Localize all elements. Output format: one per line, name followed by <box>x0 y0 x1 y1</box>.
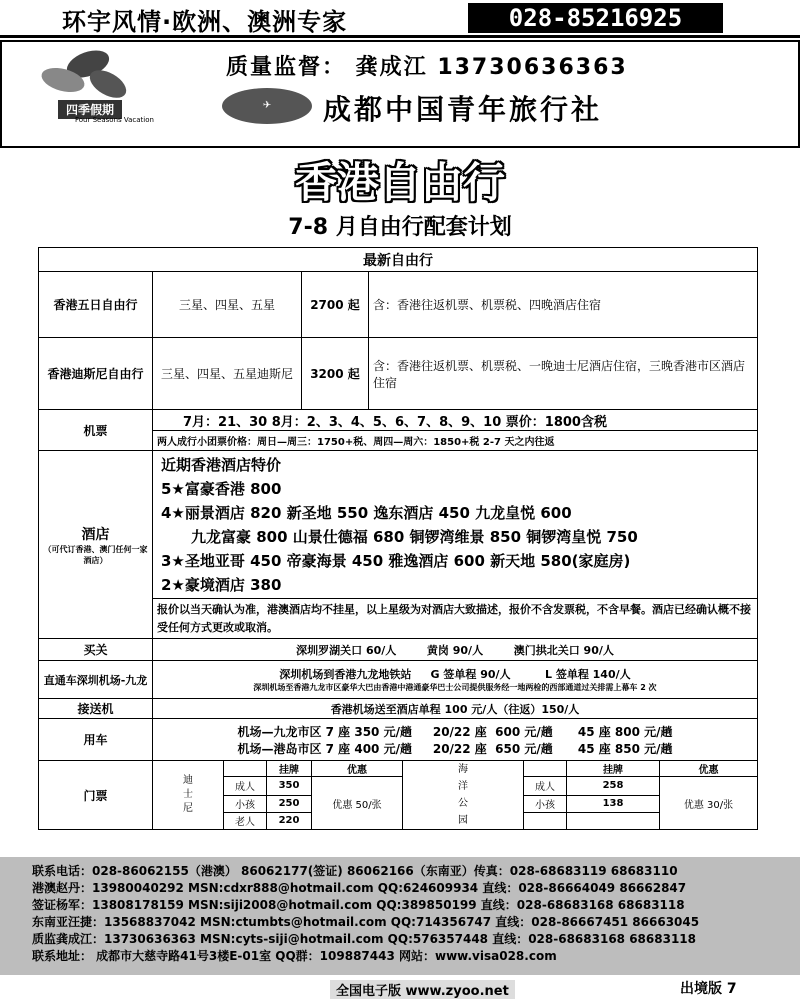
contact-line: 东南亚汪捷：13568837042 MSN:ctumbts@hotmail.com QQ:714356747 直线：028-86667451 86663045 <box>32 915 700 929</box>
quality-supervision: 质量监督： 龚成江 13730636363 <box>226 55 628 80</box>
hotel-line: 4★丽景酒店 820 新圣地 550 逸东酒店 450 九龙皇悦 600 <box>161 503 572 522</box>
contact-line: 签证杨军：13808178159 MSN:siji2008@hotmail.com QQ:389850199 直线：028-68683168 68683118 <box>32 898 685 912</box>
hotel-line: 5★富豪香港 800 <box>161 479 282 498</box>
contact-line: 联系电话：028-86062155（港澳） 86062177(签证) 86062166（东南亚）传真：028-68683119 68683110 <box>32 864 678 878</box>
page-title: 香港自由行 <box>294 158 505 207</box>
package-price: 2700 起 <box>302 272 369 338</box>
customs-text: 深圳罗湖关口 60/人 黄岗 90/人 澳门拱北关口 90/人 <box>153 639 758 661</box>
edition-website: 全国电子版 www.zyoo.net <box>330 980 515 999</box>
package-price: 3200 起 <box>302 338 369 410</box>
ocean-price: 138 <box>567 795 660 812</box>
package-table <box>38 247 758 830</box>
disney-name: 迪士尼 <box>183 775 193 814</box>
hotel-line: 近期香港酒店特价 <box>161 455 282 474</box>
col-disc: 优惠 <box>312 761 403 777</box>
bottom-bar <box>0 978 800 1000</box>
hotel-line: 2★豪境酒店 380 <box>161 575 282 594</box>
flight-group-price: 两人成行小团票价格：周日—周三：1750+税、周四—周六：1850+税 2-7 天之内往返 <box>153 431 758 451</box>
car-label: 用车 <box>39 719 153 761</box>
contact-line: 联系地址： 成都市大慈寺路41号3楼E-01室 QQ群：109887443 网站：www.visa028.com <box>32 949 557 963</box>
disney-price: 350 <box>267 777 312 796</box>
hotel-line: 九龙富豪 800 山景仕德福 680 铜锣湾维景 850 铜锣湾皇悦 750 <box>191 527 638 546</box>
disney-type: 成人 <box>224 777 267 796</box>
package-name: 香港五日自由行 <box>39 272 153 338</box>
package-stars: 三星、四星、五星 <box>153 272 302 338</box>
leaf-logo-icon <box>28 46 148 102</box>
col-list: 挂牌 <box>567 761 660 777</box>
hotel-line: 3★圣地亚哥 450 帝豪海景 450 雅逸酒店 600 新天地 580(家庭房) <box>161 551 631 570</box>
col-list: 挂牌 <box>267 761 312 777</box>
ocean-name: 海洋公园 <box>458 764 468 826</box>
package-includes: 含：香港往返机票、机票税、一晚迪士尼酒店住宿，三晚香港市区酒店住宿 <box>369 338 758 410</box>
bus-label: 直通车深圳机场-九龙 <box>39 661 153 699</box>
car-island: 机场—港岛市区 7 座 400 元/趟 20/22 座 650 元/趟 45 座 850 元/趟 <box>237 741 673 756</box>
hotel-note: （可代订香港、澳门任何一家酒店） <box>43 544 148 565</box>
banner-phone: 028-85216925 <box>468 3 723 33</box>
hotel-notice: 报价以当天确认为准，港澳酒店均不挂星，以上星级为对酒店大致描述，报价不含发票税，不含早餐。酒店已经确认概不接受任何方式更改或取消。 <box>153 599 758 639</box>
disney-price: 250 <box>267 795 312 812</box>
table-row <box>39 272 758 338</box>
disney-type: 小孩 <box>224 795 267 812</box>
disney-type: 老人 <box>224 812 267 829</box>
disney-discount: 优惠 50/张 <box>312 777 403 830</box>
customs-label: 买关 <box>39 639 153 661</box>
package-stars: 三星、四星、五星迪斯尼 <box>153 338 302 410</box>
cyts-logo-icon: ✈ <box>222 88 312 124</box>
contact-line: 质监龚成江：13730636363 MSN:cyts-siji@hotmail.com QQ:576357448 直线：028-68683168 68683118 <box>32 932 697 946</box>
page-subtitle: 7-8 月自由行配套计划 <box>288 215 512 240</box>
bus-cell <box>153 661 758 699</box>
contact-footer <box>0 857 800 975</box>
ticket-table <box>153 761 757 829</box>
col-disc: 优惠 <box>660 761 758 777</box>
car-kowloon: 机场—九龙市区 7 座 350 元/趟 20/22 座 600 元/趟 45 座 800 元/趟 <box>237 724 673 739</box>
flight-dates: 7月：21、30 8月：2、3、4、5、6、7、8、9、10 票价：1800含税 <box>153 410 758 431</box>
package-includes: 含：香港往返机票、机票税、四晚酒店住宿 <box>369 272 758 338</box>
ocean-name-cell <box>403 761 524 829</box>
section-header: 最新自由行 <box>39 248 758 272</box>
hotel-label: 酒店 <box>81 526 110 543</box>
logo-subtitle: Four Seasons Vacation <box>75 116 154 124</box>
transfer-label: 接送机 <box>39 699 153 719</box>
ocean-discount: 优惠 30/张 <box>660 777 758 830</box>
ticket-cell <box>153 761 758 830</box>
hotel-list <box>153 451 758 599</box>
bus-note: 深圳机场至香港九龙市区豪华大巴由香港中港通豪华巴士公司提供服务经一地两检的西部通道过关排需上幕车 2 次 <box>253 683 657 692</box>
logo-name: 四季假期 <box>58 100 122 119</box>
hotel-label-cell <box>39 451 153 639</box>
agency-name: 成都中国青年旅行社 <box>323 93 603 126</box>
ocean-type: 成人 <box>524 777 567 796</box>
ocean-price: 258 <box>567 777 660 796</box>
top-banner <box>0 0 800 38</box>
car-cell <box>153 719 758 761</box>
brand-slogan: 环宇风情·欧洲、澳洲专家 <box>62 8 348 36</box>
page-number: 出境版 7 <box>680 981 737 997</box>
ticket-label: 门票 <box>39 761 153 830</box>
package-name: 香港迪斯尼自由行 <box>39 338 153 410</box>
table-row <box>39 338 758 410</box>
ocean-type: 小孩 <box>524 795 567 812</box>
contact-line: 港澳赵丹：13980040292 MSN:cdxr888@hotmail.com QQ:624609934 直线：028-86664049 86662847 <box>32 881 687 895</box>
disney-price: 220 <box>267 812 312 829</box>
transfer-text: 香港机场送至酒店单程 100 元/人（往返）150/人 <box>153 699 758 719</box>
bus-price: 深圳机场到香港九龙地铁站 G 签单程 90/人 L 签单程 140/人 <box>279 668 631 681</box>
disney-name-cell <box>153 761 224 829</box>
flight-label: 机票 <box>39 410 153 451</box>
